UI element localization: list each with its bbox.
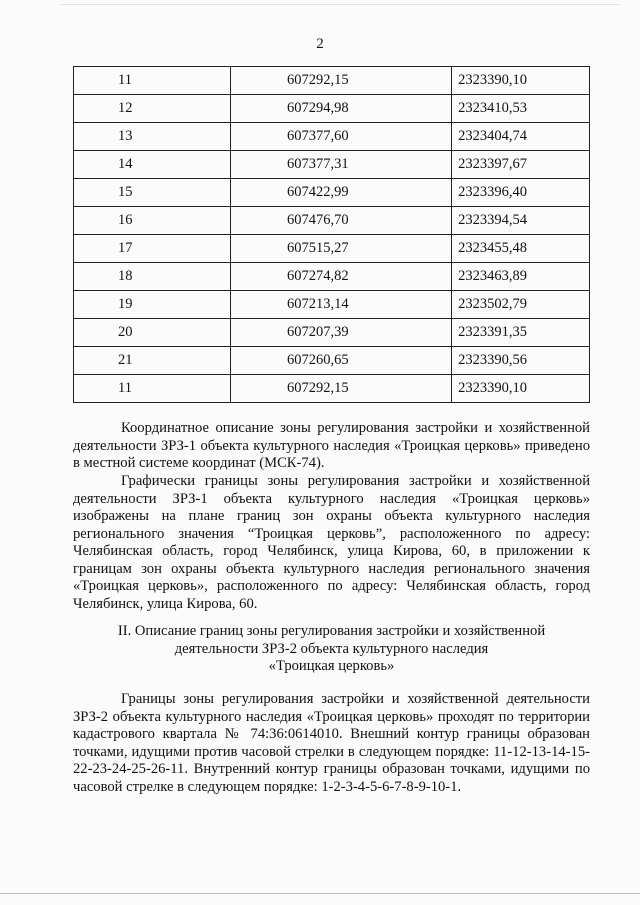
y-coordinate-cell: 2323394,54: [452, 207, 590, 235]
paragraph-text: Графически границы зоны регулирования застройки и хозяйственной деятельности ЗРЗ-1 объекта культурного наследия «Троицкая церковь» изображены на плане границ зон охраны объекта культурного наследия регионального значения “Троицкая церковь”, расположенного по адресу: Челябинская область, город Челябинск, улица Кирова, 60, в приложении к границам зон охраны объекта культурного наследия регионального значения «Троицкая церковь», расположенного по адресу: Челябинская область, город Челябинск, улица Кирова, 60.: [73, 473, 590, 612]
page-number: 2: [316, 36, 324, 52]
point-number-cell: 19: [74, 291, 231, 319]
y-coordinate-cell: 2323455,48: [452, 235, 590, 263]
table-row: [74, 151, 590, 179]
table-row: [74, 207, 590, 235]
point-number-cell: 11: [74, 375, 231, 403]
section-heading-line: «Троицкая церковь»: [268, 658, 395, 674]
x-coordinate-cell: 607292,15: [231, 67, 452, 95]
paragraph-text: Координатное описание зоны регулирования застройки и хозяйственной деятельности ЗРЗ-1 объекта культурного наследия «Троицкая церковь» приведено в местной системе координат (МСК-74).: [73, 420, 590, 471]
table-row: [74, 291, 590, 319]
y-coordinate-cell: 2323397,67: [452, 151, 590, 179]
y-coordinate-cell: 2323404,74: [452, 123, 590, 151]
point-number-cell: 20: [74, 319, 231, 347]
point-number-cell: 14: [74, 151, 231, 179]
point-number-cell: 17: [74, 235, 231, 263]
paragraph-graphic-boundaries: [73, 473, 590, 613]
table-row: [74, 263, 590, 291]
point-number-cell: 11: [74, 67, 231, 95]
x-coordinate-cell: 607515,27: [231, 235, 452, 263]
section-heading-line: деятельности ЗРЗ-2 объекта культурного наследия: [174, 640, 489, 657]
table-row: [74, 67, 590, 95]
coordinates-table-body: [74, 67, 590, 403]
point-number-cell: 13: [74, 123, 231, 151]
x-coordinate-cell: 607207,39: [231, 319, 452, 347]
x-coordinate-cell: 607260,65: [231, 347, 452, 375]
x-coordinate-cell: 607377,31: [231, 151, 452, 179]
point-number-cell: 16: [74, 207, 231, 235]
paragraph-zrz2-boundaries: [73, 691, 590, 796]
x-coordinate-cell: 607294,98: [231, 95, 452, 123]
section-heading-line: II. Описание границ зоны регулирования застройки и хозяйственной: [117, 623, 546, 639]
x-coordinate-cell: 607292,15: [231, 375, 452, 403]
x-coordinate-cell: 607422,99: [231, 179, 452, 207]
point-number-cell: 12: [74, 95, 231, 123]
y-coordinate-cell: 2323390,56: [452, 347, 590, 375]
table-row: [74, 179, 590, 207]
table-row: [74, 375, 590, 403]
x-coordinate-cell: 607213,14: [231, 291, 452, 319]
scan-edge-line: [60, 4, 620, 5]
point-number-cell: 18: [74, 263, 231, 291]
table-row: [74, 235, 590, 263]
table-row: [74, 95, 590, 123]
y-coordinate-cell: 2323390,10: [452, 67, 590, 95]
table-row: [74, 347, 590, 375]
coordinates-table: [73, 66, 590, 403]
y-coordinate-cell: 2323390,10: [452, 375, 590, 403]
paragraph-coordinate-description: [73, 420, 590, 473]
table-row: [74, 123, 590, 151]
y-coordinate-cell: 2323502,79: [452, 291, 590, 319]
y-coordinate-cell: 2323463,89: [452, 263, 590, 291]
scan-bottom-edge: [0, 893, 640, 894]
x-coordinate-cell: 607377,60: [231, 123, 452, 151]
table-row: [74, 319, 590, 347]
y-coordinate-cell: 2323396,40: [452, 179, 590, 207]
section-heading: [73, 623, 590, 676]
x-coordinate-cell: 607476,70: [231, 207, 452, 235]
paragraph-text: Границы зоны регулирования застройки и хозяйственной деятельности ЗРЗ-2 объекта культурного наследия «Троицкая церковь» проходят по территории кадастрового квартала № 74:36:0614010. Внешний контур границы образован точками, идущими против часовой стрелки в следующем порядке: 11-12-13-14-15-22-23-24-25-26-11. Внутренний контур границы образован точками, идущими по часовой стрелке в следующем порядке: 1-2-3-4-5-6-7-8-9-10-1.: [73, 691, 590, 795]
y-coordinate-cell: 2323410,53: [452, 95, 590, 123]
point-number-cell: 15: [74, 179, 231, 207]
x-coordinate-cell: 607274,82: [231, 263, 452, 291]
y-coordinate-cell: 2323391,35: [452, 319, 590, 347]
point-number-cell: 21: [74, 347, 231, 375]
